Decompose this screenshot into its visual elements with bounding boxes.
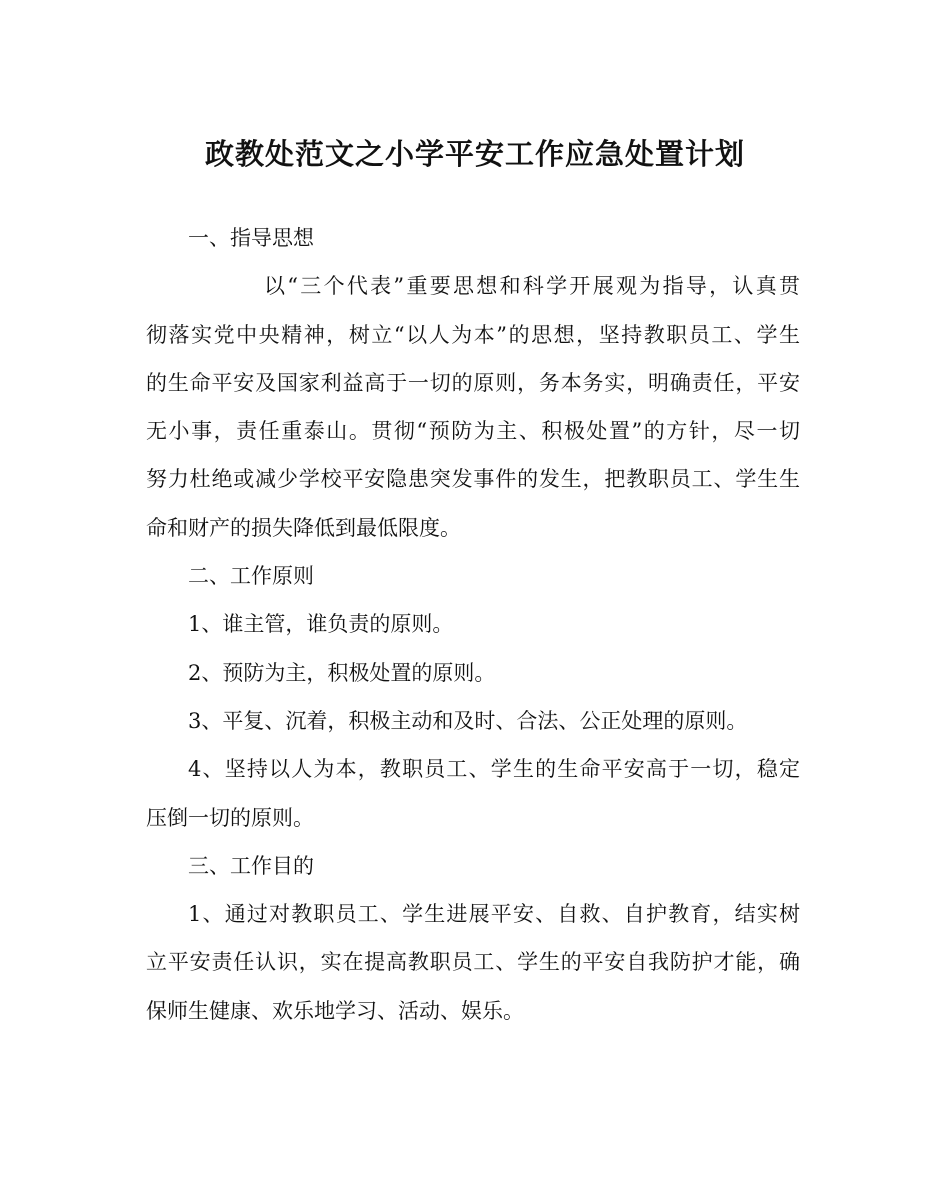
section-heading-guiding-ideology: 一、指导思想 [188, 226, 314, 250]
paragraph-line: 彻落实党中央精神，树立“以人为本”的思想，坚持教职员工、学生 [146, 322, 800, 347]
list-item: 1、谁主管，谁负责的原则。 [188, 612, 454, 637]
document-title: 政教处范文之小学平安工作应急处置计划 [204, 137, 745, 171]
list-item: 4、坚持以人为本，教职员工、学生的生命平安高于一切，稳定 [188, 757, 800, 782]
list-item: 3、平复、沉着，积极主动和及时、合法、公正处理的原则。 [188, 708, 748, 733]
list-item: 2、预防为主，积极处置的原则。 [188, 660, 496, 685]
paragraph-line: 命和财产的损失降低到最低限度。 [146, 515, 461, 540]
paragraph-line: 努力杜绝或减少学校平安隐患突发事件的发生，把教职员工、学生生 [146, 467, 800, 492]
section-heading-work-purpose: 三、工作目的 [188, 853, 314, 878]
paragraph-line: 无小事，责任重泰山。贯彻“预防为主、积极处置”的方针，尽一切 [146, 419, 800, 444]
paragraph-line: 保师生健康、欢乐地学习、活动、娱乐。 [146, 998, 524, 1023]
paragraph-line: 以“三个代表”重要思想和科学开展观为指导，认真贯 [264, 274, 800, 299]
paragraph-line: 立平安责任认识，实在提高教职员工、学生的平安自我防护才能，确 [146, 950, 800, 975]
list-item: 1、通过对教职员工、学生进展平安、自救、自护教育，结实树 [188, 902, 800, 927]
document-body [146, 214, 800, 1035]
paragraph-line: 的生命平安及国家利益高于一切的原则，务本务实，明确责任，平安 [146, 370, 800, 395]
section-heading-work-principles: 二、工作原则 [188, 564, 314, 589]
paragraph-line: 压倒一切的原则。 [146, 805, 314, 830]
